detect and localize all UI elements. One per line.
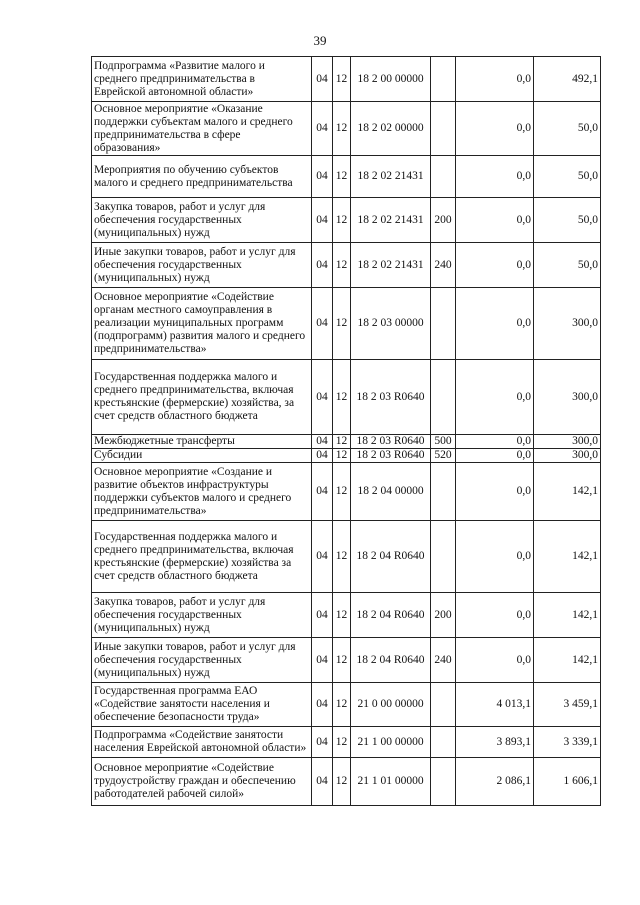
amount-year-1: 4 013,1	[456, 683, 534, 727]
section-code: 04	[312, 593, 333, 638]
expense-type-code	[431, 288, 456, 360]
budget-table	[91, 56, 601, 806]
row-name: Закупка товаров, работ и услуг для обеспечения государственных (муниципальных) нужд	[92, 198, 312, 243]
table-row	[92, 683, 601, 727]
section-code: 04	[312, 156, 333, 198]
amount-year-2: 300,0	[534, 449, 601, 463]
expense-type-code	[431, 727, 456, 758]
subsection-code: 12	[333, 243, 351, 288]
section-code: 04	[312, 360, 333, 435]
table-row	[92, 288, 601, 360]
amount-year-2: 142,1	[534, 463, 601, 521]
amount-year-1: 0,0	[456, 198, 534, 243]
section-code: 04	[312, 463, 333, 521]
amount-year-2: 492,1	[534, 57, 601, 102]
subsection-code: 12	[333, 683, 351, 727]
table-row	[92, 449, 601, 463]
amount-year-1: 0,0	[456, 57, 534, 102]
subsection-code: 12	[333, 593, 351, 638]
expense-type-code: 200	[431, 198, 456, 243]
subsection-code: 12	[333, 727, 351, 758]
section-code: 04	[312, 243, 333, 288]
row-name: Государственная программа ЕАО «Содействие занятости населения и обеспечение безопасности труда»	[92, 683, 312, 727]
amount-year-2: 50,0	[534, 156, 601, 198]
amount-year-2: 300,0	[534, 435, 601, 449]
amount-year-2: 50,0	[534, 198, 601, 243]
amount-year-1: 0,0	[456, 435, 534, 449]
row-name: Межбюджетные трансферты	[92, 435, 312, 449]
expense-type-code	[431, 683, 456, 727]
row-name: Основное мероприятие «Содействие органам местного самоуправления в реализации муниципальных программ (подпрограмм) развития малого и среднего предпринимательства»	[92, 288, 312, 360]
section-code: 04	[312, 102, 333, 156]
expense-type-code: 240	[431, 243, 456, 288]
table-row	[92, 156, 601, 198]
expense-type-code	[431, 57, 456, 102]
subsection-code: 12	[333, 156, 351, 198]
target-article-code: 18 2 03 00000	[351, 288, 431, 360]
target-article-code: 18 2 04 00000	[351, 463, 431, 521]
target-article-code: 18 2 03 R0640	[351, 360, 431, 435]
amount-year-1: 2 086,1	[456, 758, 534, 806]
table-row	[92, 593, 601, 638]
section-code: 04	[312, 521, 333, 593]
subsection-code: 12	[333, 198, 351, 243]
row-name: Подпрограмма «Развитие малого и среднего предпринимательства в Еврейской автономной области»	[92, 57, 312, 102]
expense-type-code: 200	[431, 593, 456, 638]
row-name: Основное мероприятие «Содействие трудоустройству граждан и обеспечению работодателей рабочей силой»	[92, 758, 312, 806]
table-row	[92, 198, 601, 243]
subsection-code: 12	[333, 435, 351, 449]
expense-type-code: 500	[431, 435, 456, 449]
section-code: 04	[312, 638, 333, 683]
amount-year-2: 142,1	[534, 521, 601, 593]
amount-year-1: 0,0	[456, 638, 534, 683]
subsection-code: 12	[333, 638, 351, 683]
table-row	[92, 521, 601, 593]
table-row	[92, 102, 601, 156]
target-article-code: 18 2 04 R0640	[351, 638, 431, 683]
expense-type-code	[431, 463, 456, 521]
expense-type-code: 240	[431, 638, 456, 683]
section-code: 04	[312, 727, 333, 758]
row-name: Основное мероприятие «Оказание поддержки субъектам малого и среднего предпринимательства в сфере образования»	[92, 102, 312, 156]
amount-year-2: 142,1	[534, 638, 601, 683]
row-name: Основное мероприятие «Создание и развитие объектов инфраструктуры поддержки субъектов малого и среднего предпринимательства»	[92, 463, 312, 521]
section-code: 04	[312, 198, 333, 243]
row-name: Субсидии	[92, 449, 312, 463]
page-number: 39	[313, 33, 327, 48]
amount-year-2: 142,1	[534, 593, 601, 638]
table-row	[92, 243, 601, 288]
section-code: 04	[312, 435, 333, 449]
target-article-code: 21 1 01 00000	[351, 758, 431, 806]
target-article-code: 18 2 03 R0640	[351, 449, 431, 463]
expense-type-code	[431, 521, 456, 593]
subsection-code: 12	[333, 288, 351, 360]
amount-year-1: 0,0	[456, 156, 534, 198]
amount-year-2: 1 606,1	[534, 758, 601, 806]
subsection-code: 12	[333, 449, 351, 463]
amount-year-2: 300,0	[534, 360, 601, 435]
row-name: Подпрограмма «Содействие занятости населения Еврейской автономной области»	[92, 727, 312, 758]
expense-type-code: 520	[431, 449, 456, 463]
amount-year-1: 0,0	[456, 449, 534, 463]
amount-year-2: 3 459,1	[534, 683, 601, 727]
amount-year-1: 0,0	[456, 463, 534, 521]
amount-year-2: 3 339,1	[534, 727, 601, 758]
section-code: 04	[312, 449, 333, 463]
amount-year-1: 0,0	[456, 243, 534, 288]
table-row	[92, 758, 601, 806]
amount-year-2: 300,0	[534, 288, 601, 360]
target-article-code: 18 2 02 00000	[351, 102, 431, 156]
target-article-code: 18 2 02 21431	[351, 156, 431, 198]
section-code: 04	[312, 57, 333, 102]
amount-year-2: 50,0	[534, 243, 601, 288]
amount-year-1: 0,0	[456, 102, 534, 156]
section-code: 04	[312, 758, 333, 806]
row-name: Мероприятия по обучению субъектов малого и среднего предпринимательства	[92, 156, 312, 198]
table-row	[92, 727, 601, 758]
amount-year-1: 0,0	[456, 521, 534, 593]
subsection-code: 12	[333, 463, 351, 521]
section-code: 04	[312, 683, 333, 727]
target-article-code: 18 2 00 00000	[351, 57, 431, 102]
subsection-code: 12	[333, 57, 351, 102]
table-row	[92, 463, 601, 521]
amount-year-1: 3 893,1	[456, 727, 534, 758]
expense-type-code	[431, 102, 456, 156]
expense-type-code	[431, 360, 456, 435]
row-name: Иные закупки товаров, работ и услуг для обеспечения государственных (муниципальных) нужд	[92, 243, 312, 288]
table-row	[92, 57, 601, 102]
target-article-code: 18 2 04 R0640	[351, 521, 431, 593]
subsection-code: 12	[333, 360, 351, 435]
row-name: Закупка товаров, работ и услуг для обеспечения государственных (муниципальных) нужд	[92, 593, 312, 638]
target-article-code: 21 0 00 00000	[351, 683, 431, 727]
amount-year-1: 0,0	[456, 288, 534, 360]
subsection-code: 12	[333, 102, 351, 156]
amount-year-1: 0,0	[456, 593, 534, 638]
subsection-code: 12	[333, 758, 351, 806]
row-name: Иные закупки товаров, работ и услуг для обеспечения государственных (муниципальных) нужд	[92, 638, 312, 683]
target-article-code: 18 2 04 R0640	[351, 593, 431, 638]
target-article-code: 21 1 00 00000	[351, 727, 431, 758]
row-name: Государственная поддержка малого и среднего предпринимательства, включая крестьянские (фермерские) хозяйства за счет средств областного бюджета	[92, 521, 312, 593]
table-row	[92, 638, 601, 683]
amount-year-1: 0,0	[456, 360, 534, 435]
target-article-code: 18 2 03 R0640	[351, 435, 431, 449]
expense-type-code	[431, 156, 456, 198]
subsection-code: 12	[333, 521, 351, 593]
amount-year-2: 50,0	[534, 102, 601, 156]
target-article-code: 18 2 02 21431	[351, 243, 431, 288]
expense-type-code	[431, 758, 456, 806]
table-row	[92, 435, 601, 449]
target-article-code: 18 2 02 21431	[351, 198, 431, 243]
section-code: 04	[312, 288, 333, 360]
table-row	[92, 360, 601, 435]
row-name: Государственная поддержка малого и среднего предпринимательства, включая крестьянские (фермерские) хозяйства, за счет средств областного бюджета	[92, 360, 312, 435]
